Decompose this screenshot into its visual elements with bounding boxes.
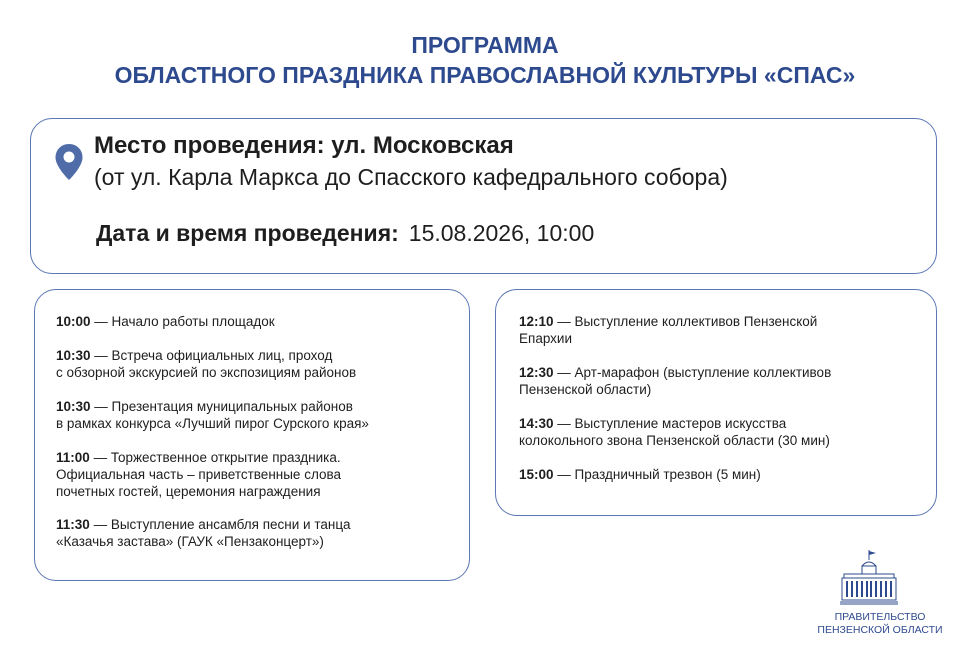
program-time: 11:00 bbox=[56, 450, 90, 465]
program-item bbox=[56, 398, 369, 432]
program-text: Официальная часть – приветственные слова bbox=[56, 467, 342, 482]
program-text: Пензенской области) bbox=[519, 382, 652, 397]
program-item bbox=[56, 516, 351, 550]
datetime-value: 15.08.2026, 10:00 bbox=[408, 220, 595, 246]
program-text: — Встреча официальных лиц, проход bbox=[94, 348, 333, 363]
program-time: 11:30 bbox=[56, 517, 90, 532]
program-text: в рамках конкурса «Лучший пирог Сурского края» bbox=[56, 416, 369, 431]
org-name-line1: ПРАВИТЕЛЬСТВО bbox=[834, 611, 926, 623]
program-item bbox=[56, 313, 275, 330]
program-time: 12:30 bbox=[519, 365, 554, 380]
program-time: 14:30 bbox=[519, 416, 554, 431]
program-item bbox=[519, 364, 831, 398]
page-title-line2: ОБЛАСТНОГО ПРАЗДНИКА ПРАВОСЛАВНОЙ КУЛЬТУРЫ «СПАС» bbox=[114, 62, 856, 88]
program-text: — Выступление мастеров искусства bbox=[557, 416, 787, 431]
program-text: — Выступление коллективов Пензенской bbox=[557, 314, 818, 329]
program-item bbox=[519, 466, 761, 483]
datetime-label: Дата и время проведения: bbox=[96, 220, 399, 246]
program-text: Епархии bbox=[519, 331, 573, 346]
program-item bbox=[519, 415, 830, 449]
location-pin-icon bbox=[54, 143, 84, 181]
program-time: 10:30 bbox=[56, 399, 91, 414]
program-text: с обзорной экскурсией по экспозициям районов bbox=[56, 365, 357, 380]
program-time: 10:30 bbox=[56, 348, 91, 363]
program-time: 12:10 bbox=[519, 314, 554, 329]
datetime-row bbox=[96, 218, 594, 248]
program-time: 15:00 bbox=[519, 467, 554, 482]
program-item bbox=[56, 449, 341, 500]
page-title-line1: ПРОГРАММА bbox=[411, 32, 559, 58]
program-text: — Выступление ансамбля песни и танца bbox=[93, 517, 351, 532]
program-text: «Казачья застава» (ГАУК «Пензаконцерт») bbox=[56, 534, 324, 549]
program-item bbox=[56, 347, 356, 381]
venue-line2: (от ул. Карла Маркса до Спасского кафедрального собора) bbox=[94, 164, 728, 190]
government-building-icon bbox=[838, 548, 900, 606]
venue-line1: Место проведения: ул. Московская bbox=[94, 132, 514, 159]
program-text: — Торжественное открытие праздника. bbox=[93, 450, 341, 465]
program-text: — Арт-марафон (выступление коллективов bbox=[557, 365, 832, 380]
org-name-line2: ПЕНЗЕНСКОЙ ОБЛАСТИ bbox=[817, 624, 943, 636]
program-text: колокольного звона Пензенской области (30 мин) bbox=[519, 433, 830, 448]
program-item bbox=[519, 313, 817, 347]
program-text: — Презентация муниципальных районов bbox=[94, 399, 353, 414]
program-text: почетных гостей, церемония награждения bbox=[56, 484, 321, 499]
program-text: — Праздничный трезвон (5 мин) bbox=[557, 467, 761, 482]
program-text: — Начало работы площадок bbox=[94, 314, 275, 329]
program-time: 10:00 bbox=[56, 314, 91, 329]
